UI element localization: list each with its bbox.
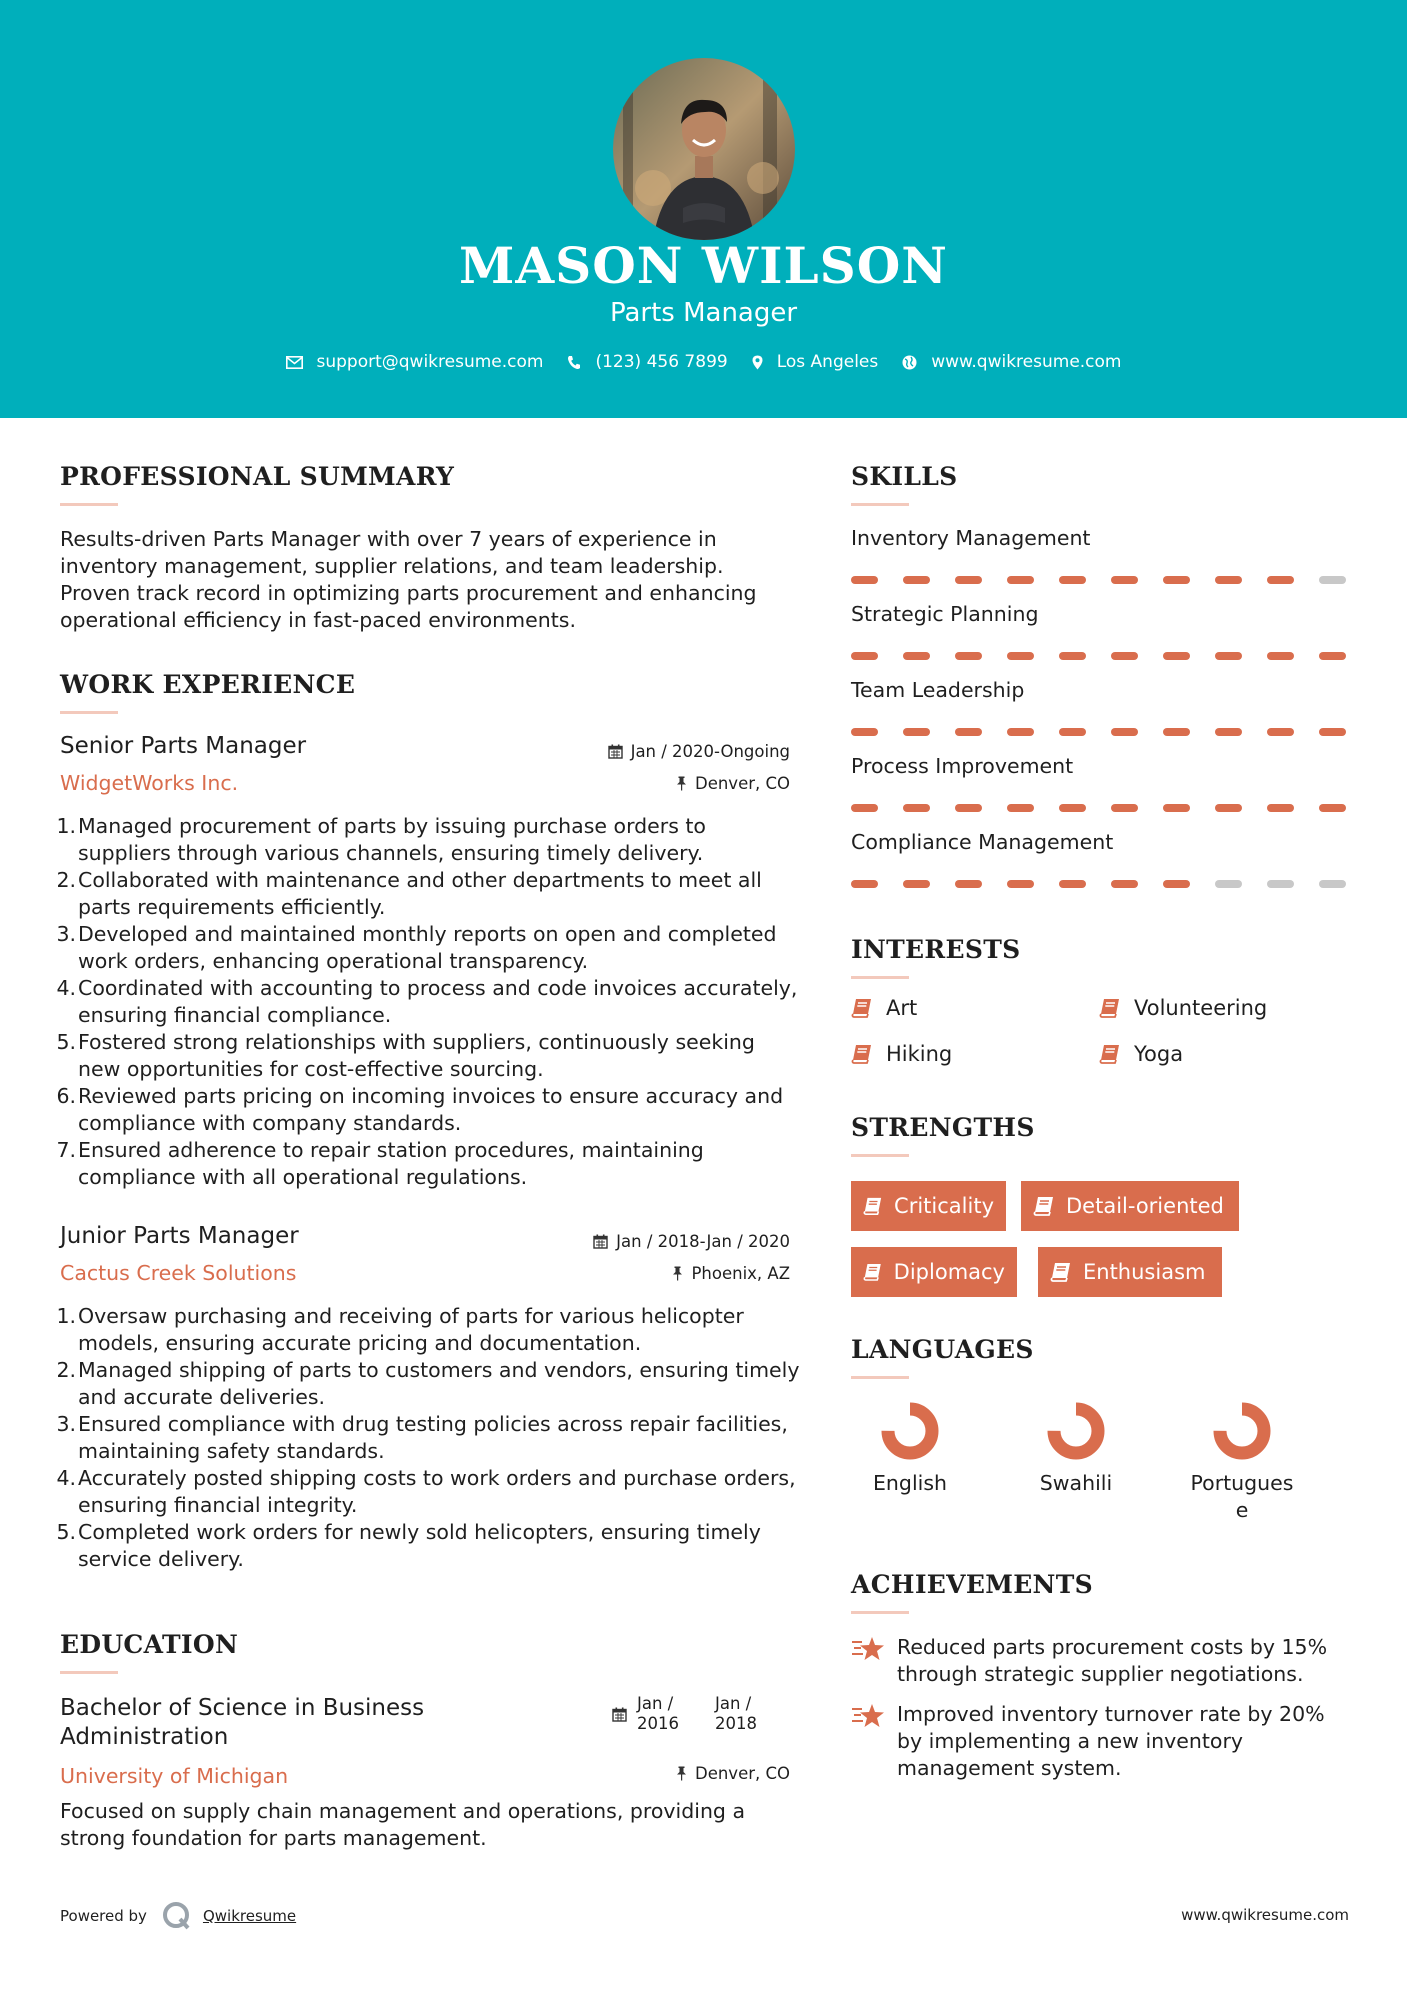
education-start: Jan / 2016 (637, 1694, 679, 1733)
list-item: 4. Coordinated with accounting to process and code invoices accurately, ensuring financial compliance. (56, 976, 798, 1027)
interests-title: INTERESTS (851, 935, 1021, 964)
list-item: 6. Reviewed parts pricing on incoming invoices to ensure accuracy and compliance with company standards. (56, 1084, 784, 1135)
education-date (612, 1694, 812, 1734)
skill-dot (851, 728, 878, 736)
skill-dot (1111, 880, 1138, 888)
pushpin-icon (676, 776, 687, 791)
skill-dot (955, 804, 982, 812)
education-location (500, 1764, 790, 1783)
skill-dot (1059, 804, 1086, 812)
resume-header (0, 0, 1407, 418)
skill-dot (1111, 728, 1138, 736)
job-date-text: Jan / 2018-Jan / 2020 (616, 1232, 790, 1251)
interests-underline (851, 976, 909, 979)
book-icon (863, 1262, 882, 1282)
pushpin-icon (676, 1766, 687, 1781)
degree-title: Bachelor of Science in Business Administration (60, 1695, 425, 1750)
skill-name: Team Leadership (851, 678, 1025, 702)
list-item: 7. Ensured adherence to repair station procedures, maintaining compliance with all operational regulations. (56, 1138, 704, 1189)
experience-title: WORK EXPERIENCE (60, 670, 356, 699)
skill-dot (1059, 652, 1086, 660)
skill-dot (903, 880, 930, 888)
skill-dot (1215, 880, 1242, 888)
education-title: EDUCATION (60, 1630, 239, 1659)
skills-title: SKILLS (851, 462, 958, 491)
skill-dot (903, 576, 930, 584)
skill-dot (1163, 804, 1190, 812)
powered-by: Powered by Qwikresume (60, 1900, 296, 1932)
job-bullets (56, 1303, 800, 1573)
skill-dot (903, 652, 930, 660)
book-icon (851, 1044, 872, 1064)
pushpin-icon (672, 1266, 683, 1281)
list-item: 4. Accurately posted shipping costs to work orders and purchase orders, ensuring financial integrity. (56, 1466, 796, 1517)
calendar-icon (593, 1234, 608, 1249)
language-ring (1045, 1400, 1107, 1462)
candidate-role: Parts Manager (609, 298, 798, 328)
contact-location-text: Los Angeles (776, 352, 879, 372)
company-name: WidgetWorks Inc. (60, 771, 239, 795)
book-icon (863, 1196, 882, 1216)
interest-item: Hiking (851, 1042, 952, 1066)
language-item: Swahili (1001, 1400, 1151, 1497)
skill-rating (851, 576, 1346, 584)
summary-title: PROFESSIONAL SUMMARY (60, 462, 455, 491)
qwikresume-link[interactable]: Qwikresume (202, 1907, 297, 1925)
skill-dot (903, 728, 930, 736)
skill-dot (1267, 804, 1294, 812)
achievements-underline (851, 1611, 909, 1614)
globe-icon (902, 355, 917, 370)
strength-badge: Diplomacy (851, 1247, 1017, 1297)
contact-email[interactable] (286, 352, 544, 372)
achievement-item: Improved inventory turnover rate by 20% by implementing a new inventory management system. (851, 1701, 1337, 1782)
candidate-name: MASON WILSON (459, 236, 948, 295)
language-item (1167, 1400, 1317, 1524)
skill-dot (1007, 728, 1034, 736)
book-icon (1050, 1262, 1071, 1282)
skill-dot (1215, 804, 1242, 812)
skill-name: Process Improvement (851, 754, 1074, 778)
calendar-icon (612, 1707, 627, 1722)
skill-dot (1267, 880, 1294, 888)
skill-dot (1163, 728, 1190, 736)
book-icon (851, 998, 872, 1018)
job-location (500, 774, 790, 793)
contact-website-text: www.qwikresume.com (931, 352, 1122, 372)
calendar-icon (608, 744, 623, 759)
job-location-text: Phoenix, AZ (691, 1264, 790, 1283)
list-item: 5. Fostered strong relationships with suppliers, continuously seeking new opportunities for cost-effective sourcing. (56, 1030, 755, 1081)
skill-dot (1319, 652, 1346, 660)
skill-dot (1319, 880, 1346, 888)
contact-bar (0, 352, 1407, 372)
skill-dot (851, 576, 878, 584)
skill-dot (1163, 652, 1190, 660)
job-date (500, 1232, 790, 1251)
skill-dot (1111, 576, 1138, 584)
strengths-title: STRENGTHS (851, 1113, 1035, 1142)
language-name: Portugues e (1190, 1471, 1294, 1522)
skill-dot (1319, 576, 1346, 584)
skill-dot (1215, 652, 1242, 660)
skill-dot (1111, 804, 1138, 812)
interest-item: Yoga (1099, 1042, 1183, 1066)
skill-rating (851, 880, 1346, 888)
skill-dot (1267, 728, 1294, 736)
skills-underline (851, 503, 909, 506)
contact-location (752, 352, 879, 372)
shooting-star-icon (851, 1636, 885, 1662)
skill-rating (851, 652, 1346, 660)
skill-name: Compliance Management (851, 830, 1114, 854)
skill-rating (851, 728, 1346, 736)
skill-dot (1215, 576, 1242, 584)
job-title: Senior Parts Manager (60, 733, 307, 759)
interest-item: Volunteering (1099, 996, 1267, 1020)
book-icon (1033, 1196, 1054, 1216)
summary-text: Results-driven Parts Manager with over 7 years of experience in inventory management, supplier relations, and team leadership. Proven track record in optimizing parts procurement and enhancing operational efficiency in fast-paced environments. (60, 527, 757, 632)
language-ring (879, 1400, 941, 1462)
strength-badge: Criticality (851, 1181, 1006, 1231)
contact-phone-text: (123) 456 7899 (595, 352, 728, 372)
skill-dot (1111, 652, 1138, 660)
skill-dot (1059, 880, 1086, 888)
skill-dot (1059, 728, 1086, 736)
interest-item: Art (851, 996, 917, 1020)
skill-dot (1007, 652, 1034, 660)
skill-dot (1267, 652, 1294, 660)
skill-dot (903, 804, 930, 812)
footer-website[interactable]: www.qwikresume.com (1181, 1906, 1349, 1924)
achievement-item: Reduced parts procurement costs by 15% through strategic supplier negotiations. (851, 1634, 1337, 1688)
skill-name: Inventory Management (851, 526, 1091, 550)
achievements-title: ACHIEVEMENTS (851, 1570, 1093, 1599)
book-icon (1099, 1044, 1120, 1064)
skill-name: Strategic Planning (851, 602, 1039, 626)
list-item: 2. Collaborated with maintenance and other departments to meet all parts requirements efficiently. (56, 868, 762, 919)
education-end: Jan / 2018 (715, 1694, 757, 1733)
job-date (500, 742, 790, 761)
skill-dot (851, 804, 878, 812)
contact-phone[interactable] (567, 352, 727, 372)
languages-underline (851, 1376, 909, 1379)
skill-dot (851, 652, 878, 660)
job-date-text: Jan / 2020-Ongoing (630, 742, 790, 761)
qwikresume-logo-icon (161, 1900, 193, 1932)
list-item: 5. Completed work orders for newly sold helicopters, ensuring timely service delivery. (56, 1520, 761, 1571)
job-location-text: Denver, CO (694, 774, 790, 793)
skill-dot (1007, 576, 1034, 584)
job-location (500, 1264, 790, 1283)
skill-dot (1267, 576, 1294, 584)
skill-dot (955, 576, 982, 584)
phone-icon (567, 355, 581, 370)
skill-dot (851, 880, 878, 888)
education-underline (60, 1671, 118, 1674)
strength-badge: Enthusiasm (1038, 1247, 1222, 1297)
list-item: 2. Managed shipping of parts to customers and vendors, ensuring timely and accurate deliveries. (56, 1358, 800, 1409)
map-pin-icon (752, 355, 763, 370)
skill-dot (1319, 804, 1346, 812)
skill-dot (1163, 576, 1190, 584)
list-item: 1. Managed procurement of parts by issuing purchase orders to suppliers through various channels, ensuring timely delivery. (56, 814, 706, 865)
envelope-icon (286, 356, 303, 369)
book-icon (1099, 998, 1120, 1018)
skill-dot (1215, 728, 1242, 736)
job-title: Junior Parts Manager (60, 1223, 299, 1249)
strengths-underline (851, 1154, 909, 1157)
skill-dot (1163, 880, 1190, 888)
education-location-text: Denver, CO (694, 1764, 790, 1783)
shooting-star-icon (851, 1703, 885, 1729)
profile-photo (613, 58, 795, 240)
school-name: University of Michigan (60, 1764, 289, 1788)
list-item: 3. Ensured compliance with drug testing policies across repair facilities, maintaining safety standards. (56, 1412, 788, 1463)
skill-dot (1059, 576, 1086, 584)
contact-email-text: support@qwikresume.com (316, 352, 544, 372)
company-name: Cactus Creek Solutions (60, 1261, 297, 1285)
list-item: 1. Oversaw purchasing and receiving of parts for various helicopter models, ensuring accurate pricing and documentation. (56, 1304, 744, 1355)
skill-dot (1319, 728, 1346, 736)
strength-badge: Detail-oriented (1021, 1181, 1239, 1231)
skill-dot (1007, 880, 1034, 888)
summary-underline (60, 503, 118, 506)
job-bullets (56, 813, 800, 1191)
list-item: 3. Developed and maintained monthly reports on open and completed work orders, enhancing operational transparency. (56, 922, 777, 973)
language-ring (1211, 1400, 1273, 1462)
language-item: English (835, 1400, 985, 1497)
contact-website[interactable] (902, 352, 1121, 372)
education-text: Focused on supply chain management and operations, providing a strong foundation for parts management. (60, 1799, 746, 1850)
experience-underline (60, 711, 118, 714)
skill-rating (851, 804, 1346, 812)
skill-dot (955, 880, 982, 888)
languages-title: LANGUAGES (851, 1335, 1034, 1364)
skill-dot (1007, 804, 1034, 812)
skill-dot (955, 652, 982, 660)
skill-dot (955, 728, 982, 736)
